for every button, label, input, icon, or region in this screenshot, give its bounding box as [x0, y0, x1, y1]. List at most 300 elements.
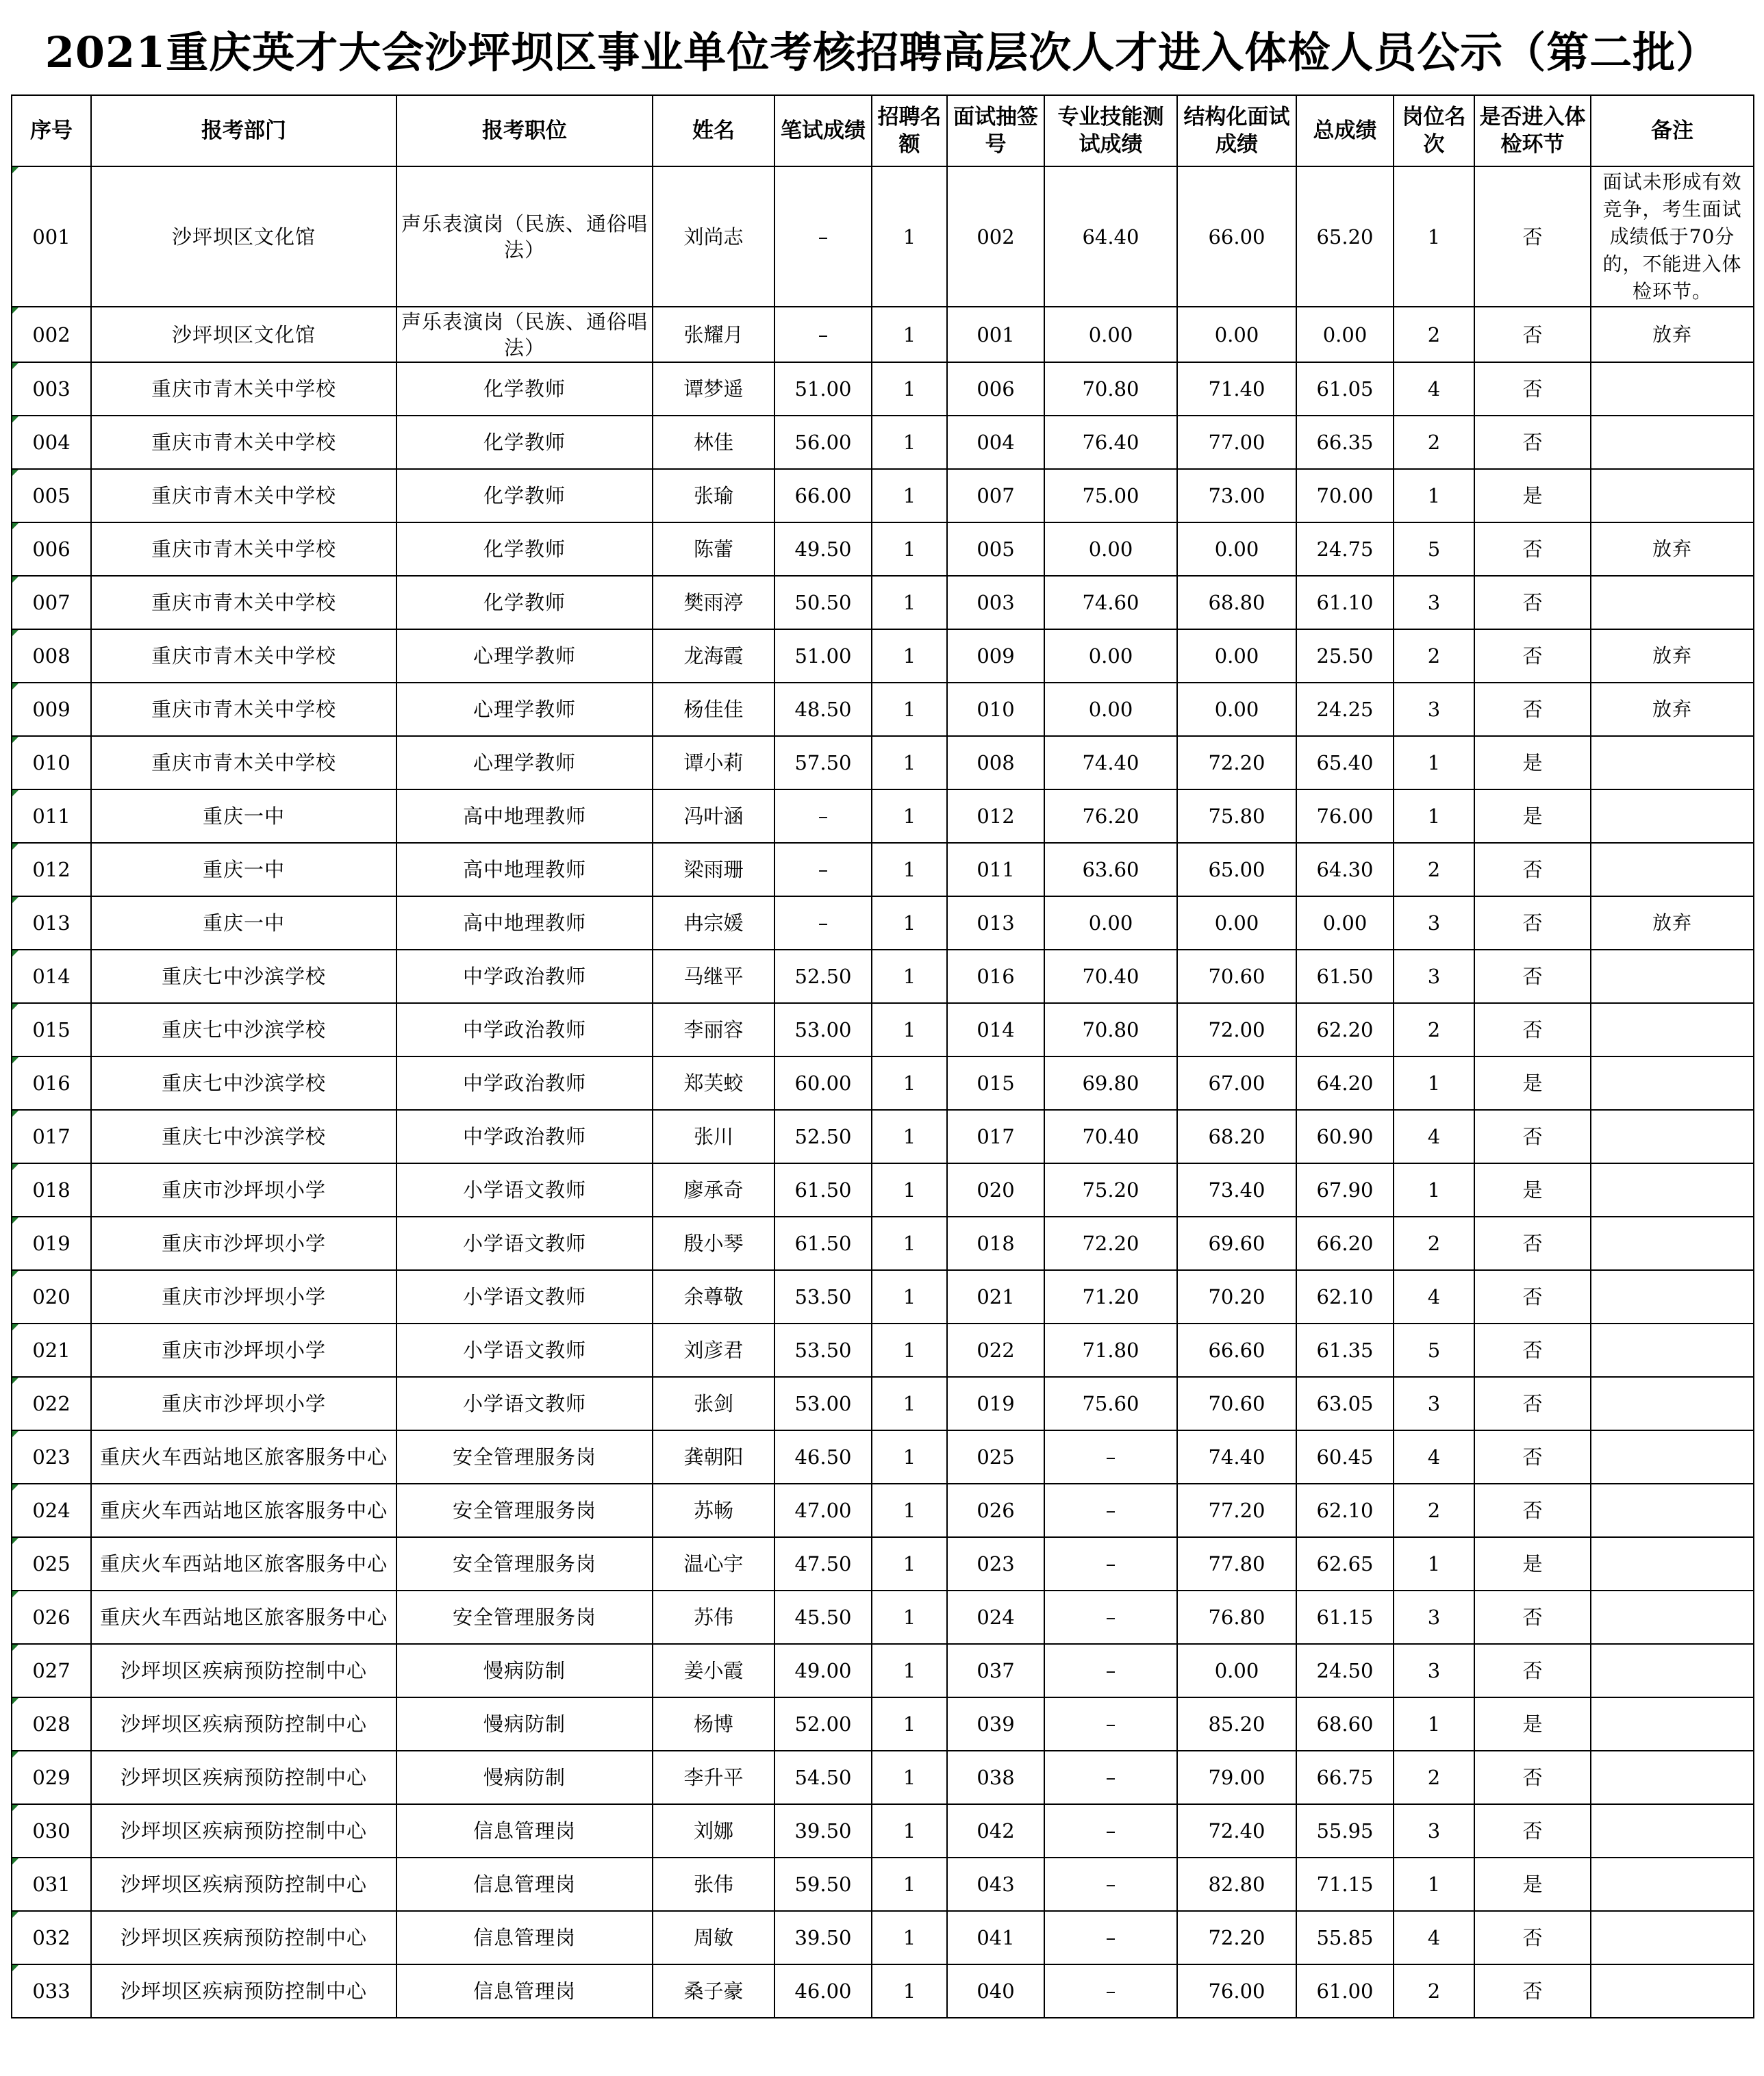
table-row — [12, 1003, 1754, 1056]
cell-quota: 1 — [872, 1003, 947, 1056]
cell-position: 化学教师 — [396, 576, 653, 629]
cell-name: 梁雨珊 — [653, 843, 774, 896]
cell-total: 70.00 — [1296, 469, 1394, 522]
cell-dept: 重庆市青木关中学校 — [91, 522, 396, 576]
cell-skill: 76.20 — [1044, 789, 1177, 843]
cell-total: 24.25 — [1296, 683, 1394, 736]
cell-exam: 否 — [1474, 950, 1591, 1003]
cell-rank: 1 — [1394, 736, 1474, 789]
cell-name: 刘尚志 — [653, 166, 774, 307]
cell-position: 小学语文教师 — [396, 1377, 653, 1430]
cell-quota: 1 — [872, 1430, 947, 1484]
table-row — [12, 1110, 1754, 1163]
cell-dept: 重庆一中 — [91, 843, 396, 896]
cell-name: 冉宗媛 — [653, 896, 774, 950]
cell-draw: 010 — [947, 683, 1044, 736]
cell-remark: 放弃 — [1591, 307, 1754, 362]
cell-dept: 重庆市沙坪坝小学 — [91, 1270, 396, 1324]
cell-seq: 009 — [12, 683, 91, 736]
cell-skill: 70.40 — [1044, 1110, 1177, 1163]
cell-name: 廖承奇 — [653, 1163, 774, 1217]
cell-remark — [1591, 1324, 1754, 1377]
table-row — [12, 1751, 1754, 1804]
cell-position: 安全管理服务岗 — [396, 1430, 653, 1484]
cell-draw: 003 — [947, 576, 1044, 629]
header-dept: 报考部门 — [91, 95, 396, 166]
cell-name: 张川 — [653, 1110, 774, 1163]
cell-written: 61.50 — [774, 1163, 872, 1217]
cell-position: 小学语文教师 — [396, 1163, 653, 1217]
cell-dept: 沙坪坝区疾病预防控制中心 — [91, 1697, 396, 1751]
cell-dept: 沙坪坝区疾病预防控制中心 — [91, 1911, 396, 1964]
cell-seq: 006 — [12, 522, 91, 576]
cell-quota: 1 — [872, 1217, 947, 1270]
cell-remark: 面试未形成有效竞争，考生面试成绩低于70分的，不能进入体检环节。 — [1591, 166, 1754, 307]
cell-interview: 79.00 — [1177, 1751, 1296, 1804]
cell-skill: 75.20 — [1044, 1163, 1177, 1217]
cell-draw: 005 — [947, 522, 1044, 576]
cell-written: 48.50 — [774, 683, 872, 736]
cell-quota: 1 — [872, 1964, 947, 2018]
cell-name: 龚朝阳 — [653, 1430, 774, 1484]
cell-total: 61.00 — [1296, 1964, 1394, 2018]
cell-position: 小学语文教师 — [396, 1324, 653, 1377]
cell-name: 林佳 — [653, 416, 774, 469]
cell-draw: 021 — [947, 1270, 1044, 1324]
cell-position: 信息管理岗 — [396, 1804, 653, 1858]
cell-rank: 2 — [1394, 416, 1474, 469]
cell-seq: 014 — [12, 950, 91, 1003]
header-position: 报考职位 — [396, 95, 653, 166]
cell-interview: 66.00 — [1177, 166, 1296, 307]
cell-rank: 1 — [1394, 469, 1474, 522]
cell-position: 安全管理服务岗 — [396, 1591, 653, 1644]
cell-remark — [1591, 1964, 1754, 2018]
cell-seq: 022 — [12, 1377, 91, 1430]
table-row — [12, 1324, 1754, 1377]
cell-rank: 3 — [1394, 1804, 1474, 1858]
cell-interview: 85.20 — [1177, 1697, 1296, 1751]
cell-quota: 1 — [872, 736, 947, 789]
cell-name: 李升平 — [653, 1751, 774, 1804]
cell-quota: 1 — [872, 683, 947, 736]
cell-dept: 沙坪坝区文化馆 — [91, 307, 396, 362]
cell-exam: 否 — [1474, 1110, 1591, 1163]
cell-exam: 否 — [1474, 1751, 1591, 1804]
cell-rank: 1 — [1394, 166, 1474, 307]
cell-name: 周敏 — [653, 1911, 774, 1964]
cell-quota: 1 — [872, 416, 947, 469]
cell-name: 张剑 — [653, 1377, 774, 1430]
cell-dept: 重庆火车西站地区旅客服务中心 — [91, 1484, 396, 1537]
cell-draw: 038 — [947, 1751, 1044, 1804]
table-row — [12, 1537, 1754, 1591]
cell-draw: 043 — [947, 1858, 1044, 1911]
cell-draw: 017 — [947, 1110, 1044, 1163]
cell-skill: 0.00 — [1044, 629, 1177, 683]
cell-draw: 012 — [947, 789, 1044, 843]
cell-draw: 023 — [947, 1537, 1044, 1591]
cell-seq: 005 — [12, 469, 91, 522]
cell-skill: 74.60 — [1044, 576, 1177, 629]
cell-exam: 否 — [1474, 307, 1591, 362]
cell-position: 信息管理岗 — [396, 1911, 653, 1964]
cell-dept: 重庆七中沙滨学校 — [91, 1110, 396, 1163]
cell-dept: 重庆市沙坪坝小学 — [91, 1217, 396, 1270]
cell-remark — [1591, 1003, 1754, 1056]
cell-rank: 1 — [1394, 1163, 1474, 1217]
cell-seq: 025 — [12, 1537, 91, 1591]
cell-draw: 014 — [947, 1003, 1044, 1056]
cell-remark — [1591, 362, 1754, 416]
cell-total: 55.95 — [1296, 1804, 1394, 1858]
table-row — [12, 576, 1754, 629]
cell-position: 化学教师 — [396, 522, 653, 576]
cell-exam: 否 — [1474, 1964, 1591, 2018]
cell-interview: 0.00 — [1177, 1644, 1296, 1697]
table-row — [12, 1056, 1754, 1110]
header-rank: 岗位名次 — [1394, 95, 1474, 166]
table-row — [12, 1217, 1754, 1270]
cell-skill: – — [1044, 1537, 1177, 1591]
cell-written: – — [774, 166, 872, 307]
cell-seq: 024 — [12, 1484, 91, 1537]
cell-remark — [1591, 736, 1754, 789]
cell-written: – — [774, 789, 872, 843]
cell-position: 安全管理服务岗 — [396, 1484, 653, 1537]
cell-dept: 沙坪坝区疾病预防控制中心 — [91, 1644, 396, 1697]
cell-total: 65.20 — [1296, 166, 1394, 307]
cell-name: 殷小琴 — [653, 1217, 774, 1270]
cell-quota: 1 — [872, 789, 947, 843]
cell-quota: 1 — [872, 522, 947, 576]
cell-skill: – — [1044, 1751, 1177, 1804]
cell-skill: – — [1044, 1430, 1177, 1484]
table-row — [12, 683, 1754, 736]
cell-written: 57.50 — [774, 736, 872, 789]
cell-exam: 否 — [1474, 1644, 1591, 1697]
cell-seq: 020 — [12, 1270, 91, 1324]
cell-written: 60.00 — [774, 1056, 872, 1110]
cell-dept: 沙坪坝区疾病预防控制中心 — [91, 1858, 396, 1911]
cell-total: 61.05 — [1296, 362, 1394, 416]
cell-draw: 007 — [947, 469, 1044, 522]
cell-total: 61.10 — [1296, 576, 1394, 629]
cell-exam: 否 — [1474, 522, 1591, 576]
cell-written: 47.00 — [774, 1484, 872, 1537]
cell-interview: 70.60 — [1177, 1377, 1296, 1430]
cell-exam: 否 — [1474, 576, 1591, 629]
cell-draw: 013 — [947, 896, 1044, 950]
cell-interview: 73.00 — [1177, 469, 1296, 522]
cell-remark: 放弃 — [1591, 522, 1754, 576]
cell-seq: 013 — [12, 896, 91, 950]
cell-quota: 1 — [872, 1110, 947, 1163]
cell-exam: 否 — [1474, 362, 1591, 416]
cell-interview: 77.20 — [1177, 1484, 1296, 1537]
cell-written: 53.50 — [774, 1324, 872, 1377]
cell-interview: 68.80 — [1177, 576, 1296, 629]
cell-rank: 1 — [1394, 1697, 1474, 1751]
cell-interview: 70.20 — [1177, 1270, 1296, 1324]
cell-skill: 75.60 — [1044, 1377, 1177, 1430]
table-row — [12, 1430, 1754, 1484]
cell-quota: 1 — [872, 166, 947, 307]
cell-quota: 1 — [872, 950, 947, 1003]
cell-rank: 1 — [1394, 789, 1474, 843]
cell-skill: 70.40 — [1044, 950, 1177, 1003]
cell-exam: 否 — [1474, 1324, 1591, 1377]
cell-exam: 否 — [1474, 1430, 1591, 1484]
cell-rank: 2 — [1394, 307, 1474, 362]
cell-quota: 1 — [872, 896, 947, 950]
cell-seq: 002 — [12, 307, 91, 362]
table-row — [12, 1644, 1754, 1697]
cell-total: 60.90 — [1296, 1110, 1394, 1163]
cell-skill: 76.40 — [1044, 416, 1177, 469]
cell-exam: 否 — [1474, 896, 1591, 950]
header-written: 笔试成绩 — [774, 95, 872, 166]
cell-rank: 3 — [1394, 1644, 1474, 1697]
cell-remark — [1591, 1430, 1754, 1484]
cell-draw: 025 — [947, 1430, 1044, 1484]
cell-position: 慢病防制 — [396, 1644, 653, 1697]
cell-dept: 重庆市青木关中学校 — [91, 683, 396, 736]
cell-rank: 1 — [1394, 1537, 1474, 1591]
cell-seq: 029 — [12, 1751, 91, 1804]
cell-position: 声乐表演岗（民族、通俗唱法） — [396, 307, 653, 362]
cell-skill: – — [1044, 1591, 1177, 1644]
cell-interview: 72.00 — [1177, 1003, 1296, 1056]
cell-position: 中学政治教师 — [396, 1003, 653, 1056]
cell-seq: 032 — [12, 1911, 91, 1964]
cell-interview: 73.40 — [1177, 1163, 1296, 1217]
cell-seq: 007 — [12, 576, 91, 629]
cell-quota: 1 — [872, 1858, 947, 1911]
cell-written: 46.50 — [774, 1430, 872, 1484]
cell-rank: 2 — [1394, 1217, 1474, 1270]
cell-remark — [1591, 469, 1754, 522]
cell-interview: 0.00 — [1177, 683, 1296, 736]
cell-rank: 1 — [1394, 1056, 1474, 1110]
cell-exam: 是 — [1474, 789, 1591, 843]
cell-written: 50.50 — [774, 576, 872, 629]
cell-total: 64.20 — [1296, 1056, 1394, 1110]
cell-quota: 1 — [872, 1591, 947, 1644]
cell-name: 桑子豪 — [653, 1964, 774, 2018]
cell-rank: 2 — [1394, 1964, 1474, 2018]
cell-draw: 002 — [947, 166, 1044, 307]
cell-dept: 重庆市青木关中学校 — [91, 469, 396, 522]
cell-total: 76.00 — [1296, 789, 1394, 843]
cell-interview: 69.60 — [1177, 1217, 1296, 1270]
cell-remark — [1591, 1591, 1754, 1644]
cell-skill: – — [1044, 1858, 1177, 1911]
cell-rank: 3 — [1394, 683, 1474, 736]
cell-quota: 1 — [872, 1056, 947, 1110]
cell-seq: 003 — [12, 362, 91, 416]
cell-dept: 重庆一中 — [91, 896, 396, 950]
cell-name: 樊雨渟 — [653, 576, 774, 629]
cell-written: 56.00 — [774, 416, 872, 469]
cell-position: 化学教师 — [396, 362, 653, 416]
cell-rank: 1 — [1394, 1858, 1474, 1911]
cell-name: 马继平 — [653, 950, 774, 1003]
cell-interview: 74.40 — [1177, 1430, 1296, 1484]
cell-remark — [1591, 1217, 1754, 1270]
cell-draw: 004 — [947, 416, 1044, 469]
cell-name: 刘娜 — [653, 1804, 774, 1858]
cell-name: 谭小莉 — [653, 736, 774, 789]
cell-quota: 1 — [872, 1644, 947, 1697]
cell-seq: 019 — [12, 1217, 91, 1270]
cell-skill: 63.60 — [1044, 843, 1177, 896]
cell-draw: 008 — [947, 736, 1044, 789]
cell-remark — [1591, 416, 1754, 469]
cell-name: 余尊敬 — [653, 1270, 774, 1324]
cell-name: 冯叶涵 — [653, 789, 774, 843]
header-row — [12, 95, 1754, 166]
cell-position: 信息管理岗 — [396, 1964, 653, 2018]
cell-rank: 4 — [1394, 1270, 1474, 1324]
cell-rank: 4 — [1394, 1110, 1474, 1163]
cell-written: 51.00 — [774, 629, 872, 683]
cell-skill: 75.00 — [1044, 469, 1177, 522]
cell-written: 45.50 — [774, 1591, 872, 1644]
cell-name: 刘彦君 — [653, 1324, 774, 1377]
cell-interview: 76.00 — [1177, 1964, 1296, 2018]
cell-dept: 重庆一中 — [91, 789, 396, 843]
cell-exam: 是 — [1474, 1056, 1591, 1110]
candidate-table — [11, 94, 1754, 2018]
cell-quota: 1 — [872, 1163, 947, 1217]
cell-skill: – — [1044, 1911, 1177, 1964]
cell-dept: 重庆市沙坪坝小学 — [91, 1324, 396, 1377]
cell-position: 小学语文教师 — [396, 1217, 653, 1270]
cell-name: 龙海霞 — [653, 629, 774, 683]
cell-draw: 019 — [947, 1377, 1044, 1430]
cell-total: 0.00 — [1296, 896, 1394, 950]
table-row — [12, 469, 1754, 522]
cell-total: 66.20 — [1296, 1217, 1394, 1270]
cell-position: 心理学教师 — [396, 736, 653, 789]
header-remark: 备注 — [1591, 95, 1754, 166]
cell-written: – — [774, 307, 872, 362]
cell-dept: 重庆火车西站地区旅客服务中心 — [91, 1591, 396, 1644]
cell-skill: 74.40 — [1044, 736, 1177, 789]
cell-exam: 是 — [1474, 1697, 1591, 1751]
cell-exam: 是 — [1474, 1537, 1591, 1591]
header-interview: 结构化面试成绩 — [1177, 95, 1296, 166]
cell-exam: 否 — [1474, 1804, 1591, 1858]
cell-draw: 042 — [947, 1804, 1044, 1858]
cell-quota: 1 — [872, 576, 947, 629]
cell-seq: 027 — [12, 1644, 91, 1697]
cell-dept: 重庆火车西站地区旅客服务中心 — [91, 1430, 396, 1484]
cell-rank: 2 — [1394, 843, 1474, 896]
cell-dept: 重庆火车西站地区旅客服务中心 — [91, 1537, 396, 1591]
header-total: 总成绩 — [1296, 95, 1394, 166]
cell-exam: 否 — [1474, 1484, 1591, 1537]
cell-interview: 0.00 — [1177, 307, 1296, 362]
cell-rank: 3 — [1394, 1591, 1474, 1644]
cell-written: 53.50 — [774, 1270, 872, 1324]
table-body — [12, 166, 1754, 2018]
table-row — [12, 1804, 1754, 1858]
cell-remark — [1591, 1858, 1754, 1911]
cell-written: 54.50 — [774, 1751, 872, 1804]
cell-name: 温心宇 — [653, 1537, 774, 1591]
cell-total: 55.85 — [1296, 1911, 1394, 1964]
cell-written: 59.50 — [774, 1858, 872, 1911]
cell-rank: 2 — [1394, 1003, 1474, 1056]
cell-name: 谭梦遥 — [653, 362, 774, 416]
table-row — [12, 950, 1754, 1003]
cell-quota: 1 — [872, 1697, 947, 1751]
header-skill: 专业技能测试成绩 — [1044, 95, 1177, 166]
table-row — [12, 736, 1754, 789]
cell-exam: 否 — [1474, 166, 1591, 307]
cell-draw: 011 — [947, 843, 1044, 896]
cell-draw: 037 — [947, 1644, 1044, 1697]
cell-dept: 重庆市青木关中学校 — [91, 629, 396, 683]
cell-remark — [1591, 1484, 1754, 1537]
cell-interview: 77.80 — [1177, 1537, 1296, 1591]
table-row — [12, 1591, 1754, 1644]
cell-quota: 1 — [872, 843, 947, 896]
cell-total: 65.40 — [1296, 736, 1394, 789]
cell-quota: 1 — [872, 629, 947, 683]
cell-quota: 1 — [872, 469, 947, 522]
cell-skill: 72.20 — [1044, 1217, 1177, 1270]
cell-name: 姜小霞 — [653, 1644, 774, 1697]
cell-name: 杨博 — [653, 1697, 774, 1751]
cell-total: 67.90 — [1296, 1163, 1394, 1217]
cell-total: 68.60 — [1296, 1697, 1394, 1751]
cell-seq: 021 — [12, 1324, 91, 1377]
cell-quota: 1 — [872, 1270, 947, 1324]
cell-remark — [1591, 950, 1754, 1003]
cell-skill: 71.80 — [1044, 1324, 1177, 1377]
cell-draw: 016 — [947, 950, 1044, 1003]
cell-written: 52.50 — [774, 950, 872, 1003]
cell-exam: 否 — [1474, 629, 1591, 683]
cell-position: 化学教师 — [396, 469, 653, 522]
table-row — [12, 1964, 1754, 2018]
cell-position: 化学教师 — [396, 416, 653, 469]
cell-interview: 0.00 — [1177, 629, 1296, 683]
cell-written: – — [774, 896, 872, 950]
cell-skill: 0.00 — [1044, 522, 1177, 576]
cell-skill: 0.00 — [1044, 683, 1177, 736]
cell-draw: 041 — [947, 1911, 1044, 1964]
cell-quota: 1 — [872, 362, 947, 416]
cell-draw: 006 — [947, 362, 1044, 416]
cell-interview: 82.80 — [1177, 1858, 1296, 1911]
cell-seq: 026 — [12, 1591, 91, 1644]
cell-remark — [1591, 1804, 1754, 1858]
cell-written: 66.00 — [774, 469, 872, 522]
cell-skill: – — [1044, 1644, 1177, 1697]
cell-remark — [1591, 1163, 1754, 1217]
cell-dept: 沙坪坝区疾病预防控制中心 — [91, 1751, 396, 1804]
cell-quota: 1 — [872, 1377, 947, 1430]
table-row — [12, 843, 1754, 896]
cell-skill: 69.80 — [1044, 1056, 1177, 1110]
cell-written: 46.00 — [774, 1964, 872, 2018]
cell-quota: 1 — [872, 1804, 947, 1858]
header-seq: 序号 — [12, 95, 91, 166]
